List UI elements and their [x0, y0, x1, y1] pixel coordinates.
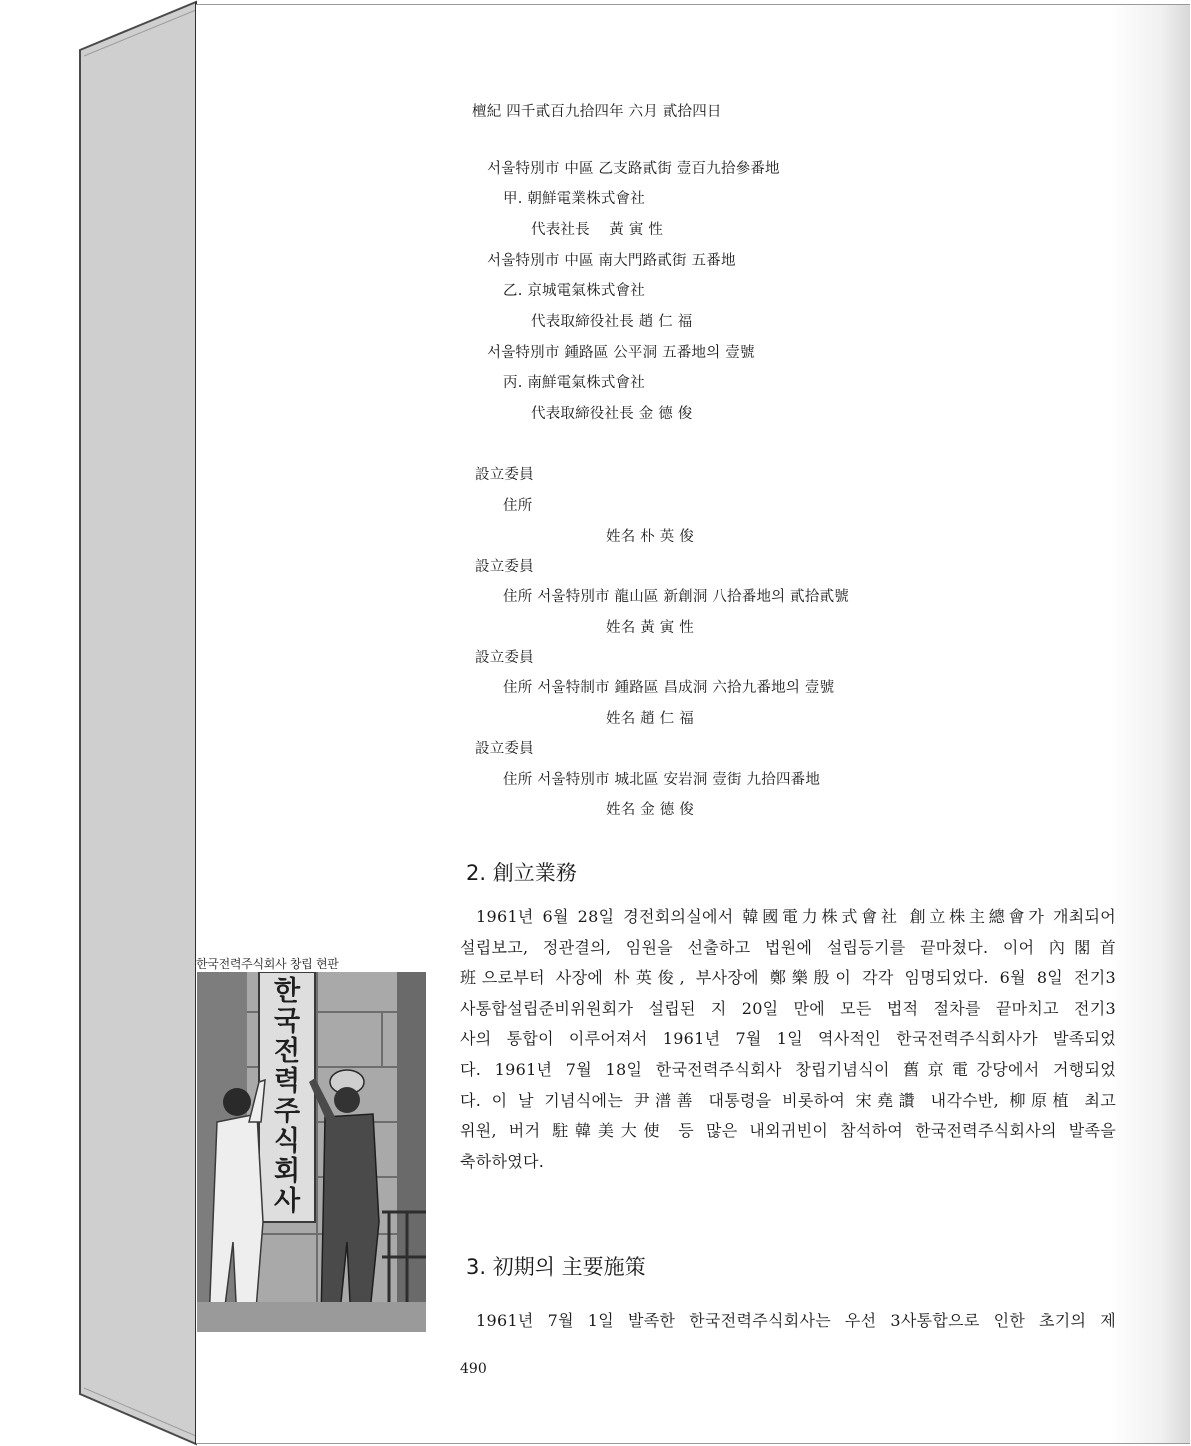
committee-address: 住所 서울特制市 鍾路區 昌成洞 六拾九番地의 壹號 — [503, 680, 835, 696]
signboard-char: 력 — [273, 1066, 301, 1097]
body-line: 다. 이 날 기념식에는 尹潽善 대통령을 비롯하여 宋堯讚 내각수반, 柳原植 최고 — [460, 1090, 1116, 1110]
signboard-char: 사 — [273, 1186, 301, 1217]
committee-name: 姓名 金 德 俊 — [606, 802, 694, 818]
body-line: 1961년 7월 1일 발족한 한국전력주식회사는 우선 3사통합으로 인한 초기의 제 — [476, 1311, 1116, 1330]
party-address: 서울特別市 中區 乙支路貳街 壹百九拾參番地 — [487, 161, 780, 177]
signboard-char: 회 — [273, 1156, 301, 1187]
body-line: 축하하였다. — [460, 1151, 545, 1171]
party-address: 서울特別市 中區 南大門路貳街 五番地 — [487, 253, 736, 269]
signboard-char: 국 — [273, 1006, 301, 1037]
section-body — [460, 1306, 1116, 1337]
committee-title: 設立委員 — [475, 650, 534, 666]
committee-name: 姓名 趙 仁 福 — [606, 711, 694, 727]
document-date: 檀紀 四千貳百九拾四年 六月 貳拾四日 — [472, 104, 722, 120]
signboard-char: 한 — [273, 976, 301, 1007]
committee-title: 設立委員 — [475, 559, 534, 575]
book-edge — [0, 0, 200, 1446]
section-heading: 2. 創立業務 — [466, 861, 577, 885]
body-line: 사의 통합이 이루어져서 1961년 7월 1일 역사적인 한국전력주식회사가 발족되었 — [460, 1029, 1116, 1049]
committee-address: 住所 서울特別市 城北區 安岩洞 壹街 九拾四番地 — [503, 772, 821, 788]
signboard-char: 주 — [273, 1096, 301, 1127]
party-company: 乙. 京城電氣株式會社 — [503, 283, 645, 299]
party-address: 서울特別市 鍾路區 公平洞 五番地의 壹號 — [487, 345, 755, 361]
signboard-text — [273, 975, 301, 1217]
party-company: 丙. 南鮮電氣株式會社 — [503, 375, 645, 391]
signboard-char: 전 — [273, 1036, 301, 1067]
party-representative: 代表取締役社長 趙 仁 福 — [531, 314, 693, 330]
committee-address: 住所 — [503, 498, 533, 514]
photo-caption: 한국전력주식회사 창립 현판 — [196, 957, 339, 971]
section-body — [460, 902, 1116, 1177]
signboard-char: 식 — [273, 1126, 301, 1157]
party-representative: 代表社長 黃 寅 性 — [531, 222, 664, 238]
committee-name: 姓名 朴 英 俊 — [606, 529, 694, 545]
committee-name: 姓名 黃 寅 性 — [606, 620, 694, 636]
committee-title: 設立委員 — [475, 467, 534, 483]
body-line: 위원, 버거 駐韓美大使 등 많은 내외귀빈이 참석하여 한국전력주식회사의 발족을 — [460, 1121, 1116, 1141]
signboard-photo — [197, 972, 426, 1332]
body-line: 사통합설립준비위원회가 설립된 지 20일 만에 모든 법적 절차를 끝마치고 전기3 — [460, 998, 1116, 1018]
body-line: 班으로부터 사장에 朴英俊, 부사장에 鄭樂殷이 각각 임명되었다. 6월 8일 전기3 — [460, 968, 1116, 988]
section-heading: 3. 初期의 主要施策 — [466, 1255, 646, 1279]
party-representative: 代表取締役社長 金 德 俊 — [531, 406, 693, 422]
body-line: 다. 1961년 7월 18일 한국전력주식회사 창립기념식이 舊京電강당에서 거행되었 — [460, 1059, 1116, 1079]
body-line: 설립보고, 정관결의, 임원을 선출하고 법원에 설립등기를 끝마쳤다. 이어 內閣首 — [460, 937, 1116, 957]
committee-title: 設立委員 — [475, 741, 534, 757]
page-number: 490 — [460, 1361, 487, 1377]
body-line: 1961년 6월 28일 경전회의실에서 韓國電力株式會社 創立株主總會가 개최되어 — [476, 907, 1116, 926]
party-company: 甲. 朝鮮電業株式會社 — [503, 191, 645, 207]
committee-address: 住所 서울特別市 龍山區 新創洞 八拾番地의 貳拾貳號 — [503, 589, 849, 605]
